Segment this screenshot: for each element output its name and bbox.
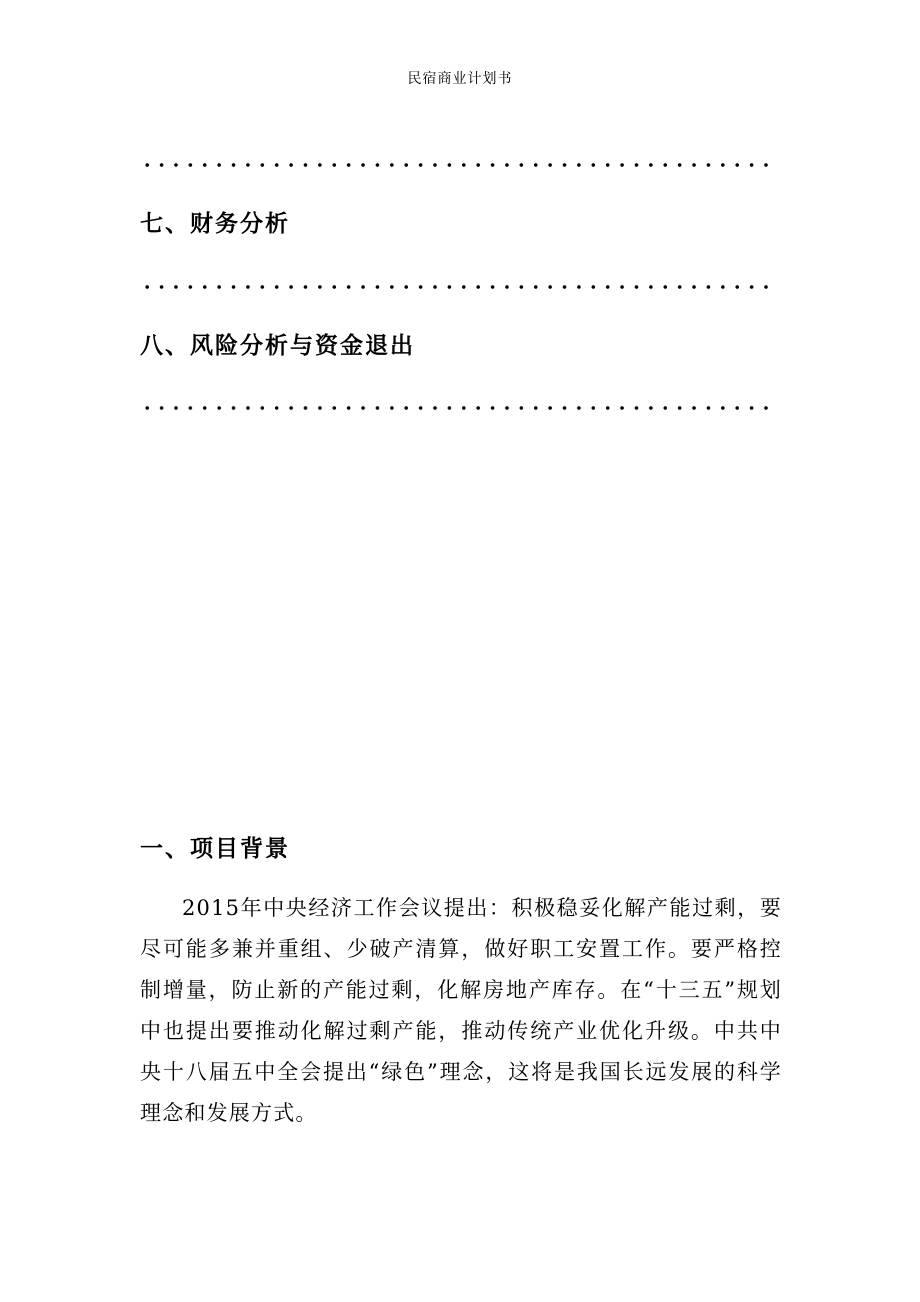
body-paragraph: 2015年中央经济工作会议提出：积极稳妥化解产能过剩，要尽可能多兼并重组、少破产清算，做好职工安置工作。要严格控制增量，防止新的产能过剩，化解房地产库存。在“十三五”规划中也提出要推动化解过剩产能，推动传统产业优化升级。中共中央十八届五中全会提出“绿色”理念，这将是我国长远发展的科学理念和发展方式。 [140, 896, 782, 1125]
running-header: 民宿商业计划书 [407, 71, 513, 87]
toc-leader-dots [140, 405, 780, 413]
toc-leader-dots [140, 162, 780, 170]
toc-leader-dots [140, 284, 780, 292]
toc-entry-financial-analysis: 七、财务分析 [140, 211, 290, 237]
toc-entry-risk-analysis: 八、风险分析与资金退出 [140, 333, 415, 359]
section-heading: 一、项目背景 [140, 836, 290, 862]
